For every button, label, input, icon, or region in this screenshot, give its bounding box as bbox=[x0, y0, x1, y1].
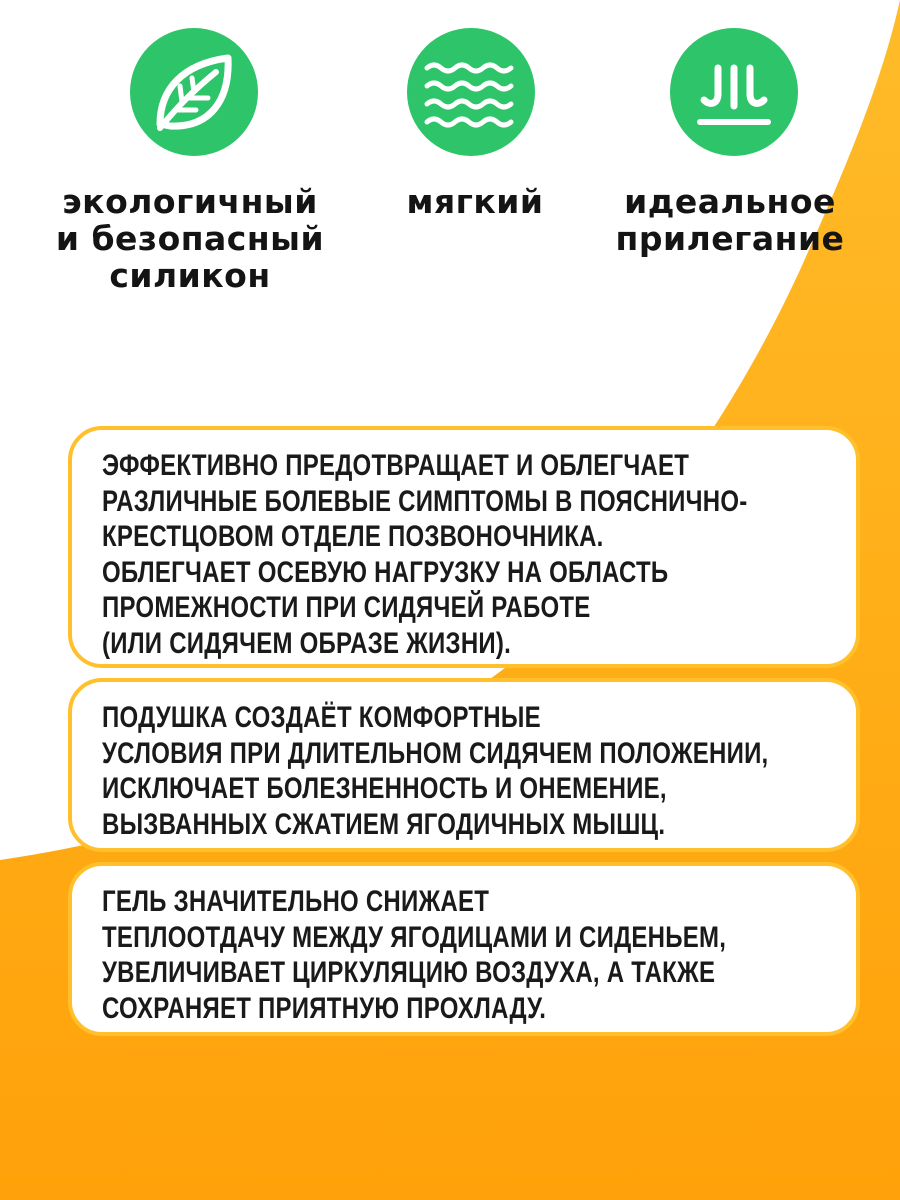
feature-label-eco bbox=[30, 183, 350, 294]
feature-label-soft bbox=[385, 183, 565, 220]
feature-label-line: и безопасный bbox=[55, 219, 325, 258]
info-box-line: КРЕСТЦОВОМ ОТДЕЛЕ ПОЗВОНОЧНИКА. bbox=[102, 520, 604, 553]
info-box-spine bbox=[68, 426, 860, 668]
info-box-line: ПОДУШКА СОЗДАЁТ КОМФОРТНЫЕ bbox=[102, 701, 541, 734]
leaf-icon bbox=[130, 28, 258, 156]
info-box-line: ВЫЗВАННЫХ СЖАТИЕМ ЯГОДИЧНЫХ МЫШЦ. bbox=[102, 807, 666, 841]
info-box-line: РАЗЛИЧНЫЕ БОЛЕВЫЕ СИМПТОМЫ В ПОЯСНИЧНО- bbox=[102, 484, 748, 518]
feature-label-line: идеальное bbox=[624, 182, 836, 221]
info-box-comfort bbox=[68, 678, 860, 852]
info-box-gel bbox=[68, 862, 860, 1036]
info-box-line: ОБЛЕГЧАЕТ ОСЕВУЮ НАГРУЗКУ НА ОБЛАСТЬ bbox=[102, 555, 669, 589]
fit-icon bbox=[670, 28, 798, 156]
feature-label-line: силикон bbox=[109, 256, 271, 295]
feature-label-fit bbox=[590, 183, 870, 257]
info-box-line: ПРОМЕЖНОСТИ ПРИ СИДЯЧЕЙ РАБОТЕ bbox=[102, 591, 591, 624]
feature-label-line: прилегание bbox=[615, 219, 845, 258]
info-box-line: СОХРАНЯЕТ ПРИЯТНУЮ ПРОХЛАДУ. bbox=[102, 991, 547, 1025]
info-box-line: ЭФФЕКТИВНО ПРЕДОТВРАЩАЕТ И ОБЛЕГЧАЕТ bbox=[102, 449, 690, 482]
info-box-line: ИСКЛЮЧАЕТ БОЛЕЗНЕННОСТЬ И ОНЕМЕНИЕ, bbox=[102, 772, 667, 805]
feature-label-line: экологичный bbox=[62, 182, 318, 221]
info-box-line: УВЕЛИЧИВАЕТ ЦИРКУЛЯЦИЮ ВОЗДУХА, А ТАКЖЕ bbox=[102, 956, 716, 989]
info-box-line: УСЛОВИЯ ПРИ ДЛИТЕЛЬНОМ СИДЯЧЕМ ПОЛОЖЕНИИ, bbox=[102, 736, 769, 770]
info-box-line: ГЕЛЬ ЗНАЧИТЕЛЬНО СНИЖАЕТ bbox=[102, 885, 490, 918]
info-box-line: (ИЛИ СИДЯЧЕМ ОБРАЗЕ ЖИЗНИ). bbox=[102, 626, 512, 660]
feature-label-line: мягкий bbox=[406, 182, 544, 221]
features-row bbox=[0, 0, 900, 320]
info-box-line: ТЕПЛООТДАЧУ МЕЖДУ ЯГОДИЦАМИ И СИДЕНЬЕМ, bbox=[102, 920, 727, 954]
waves-icon bbox=[407, 28, 535, 156]
